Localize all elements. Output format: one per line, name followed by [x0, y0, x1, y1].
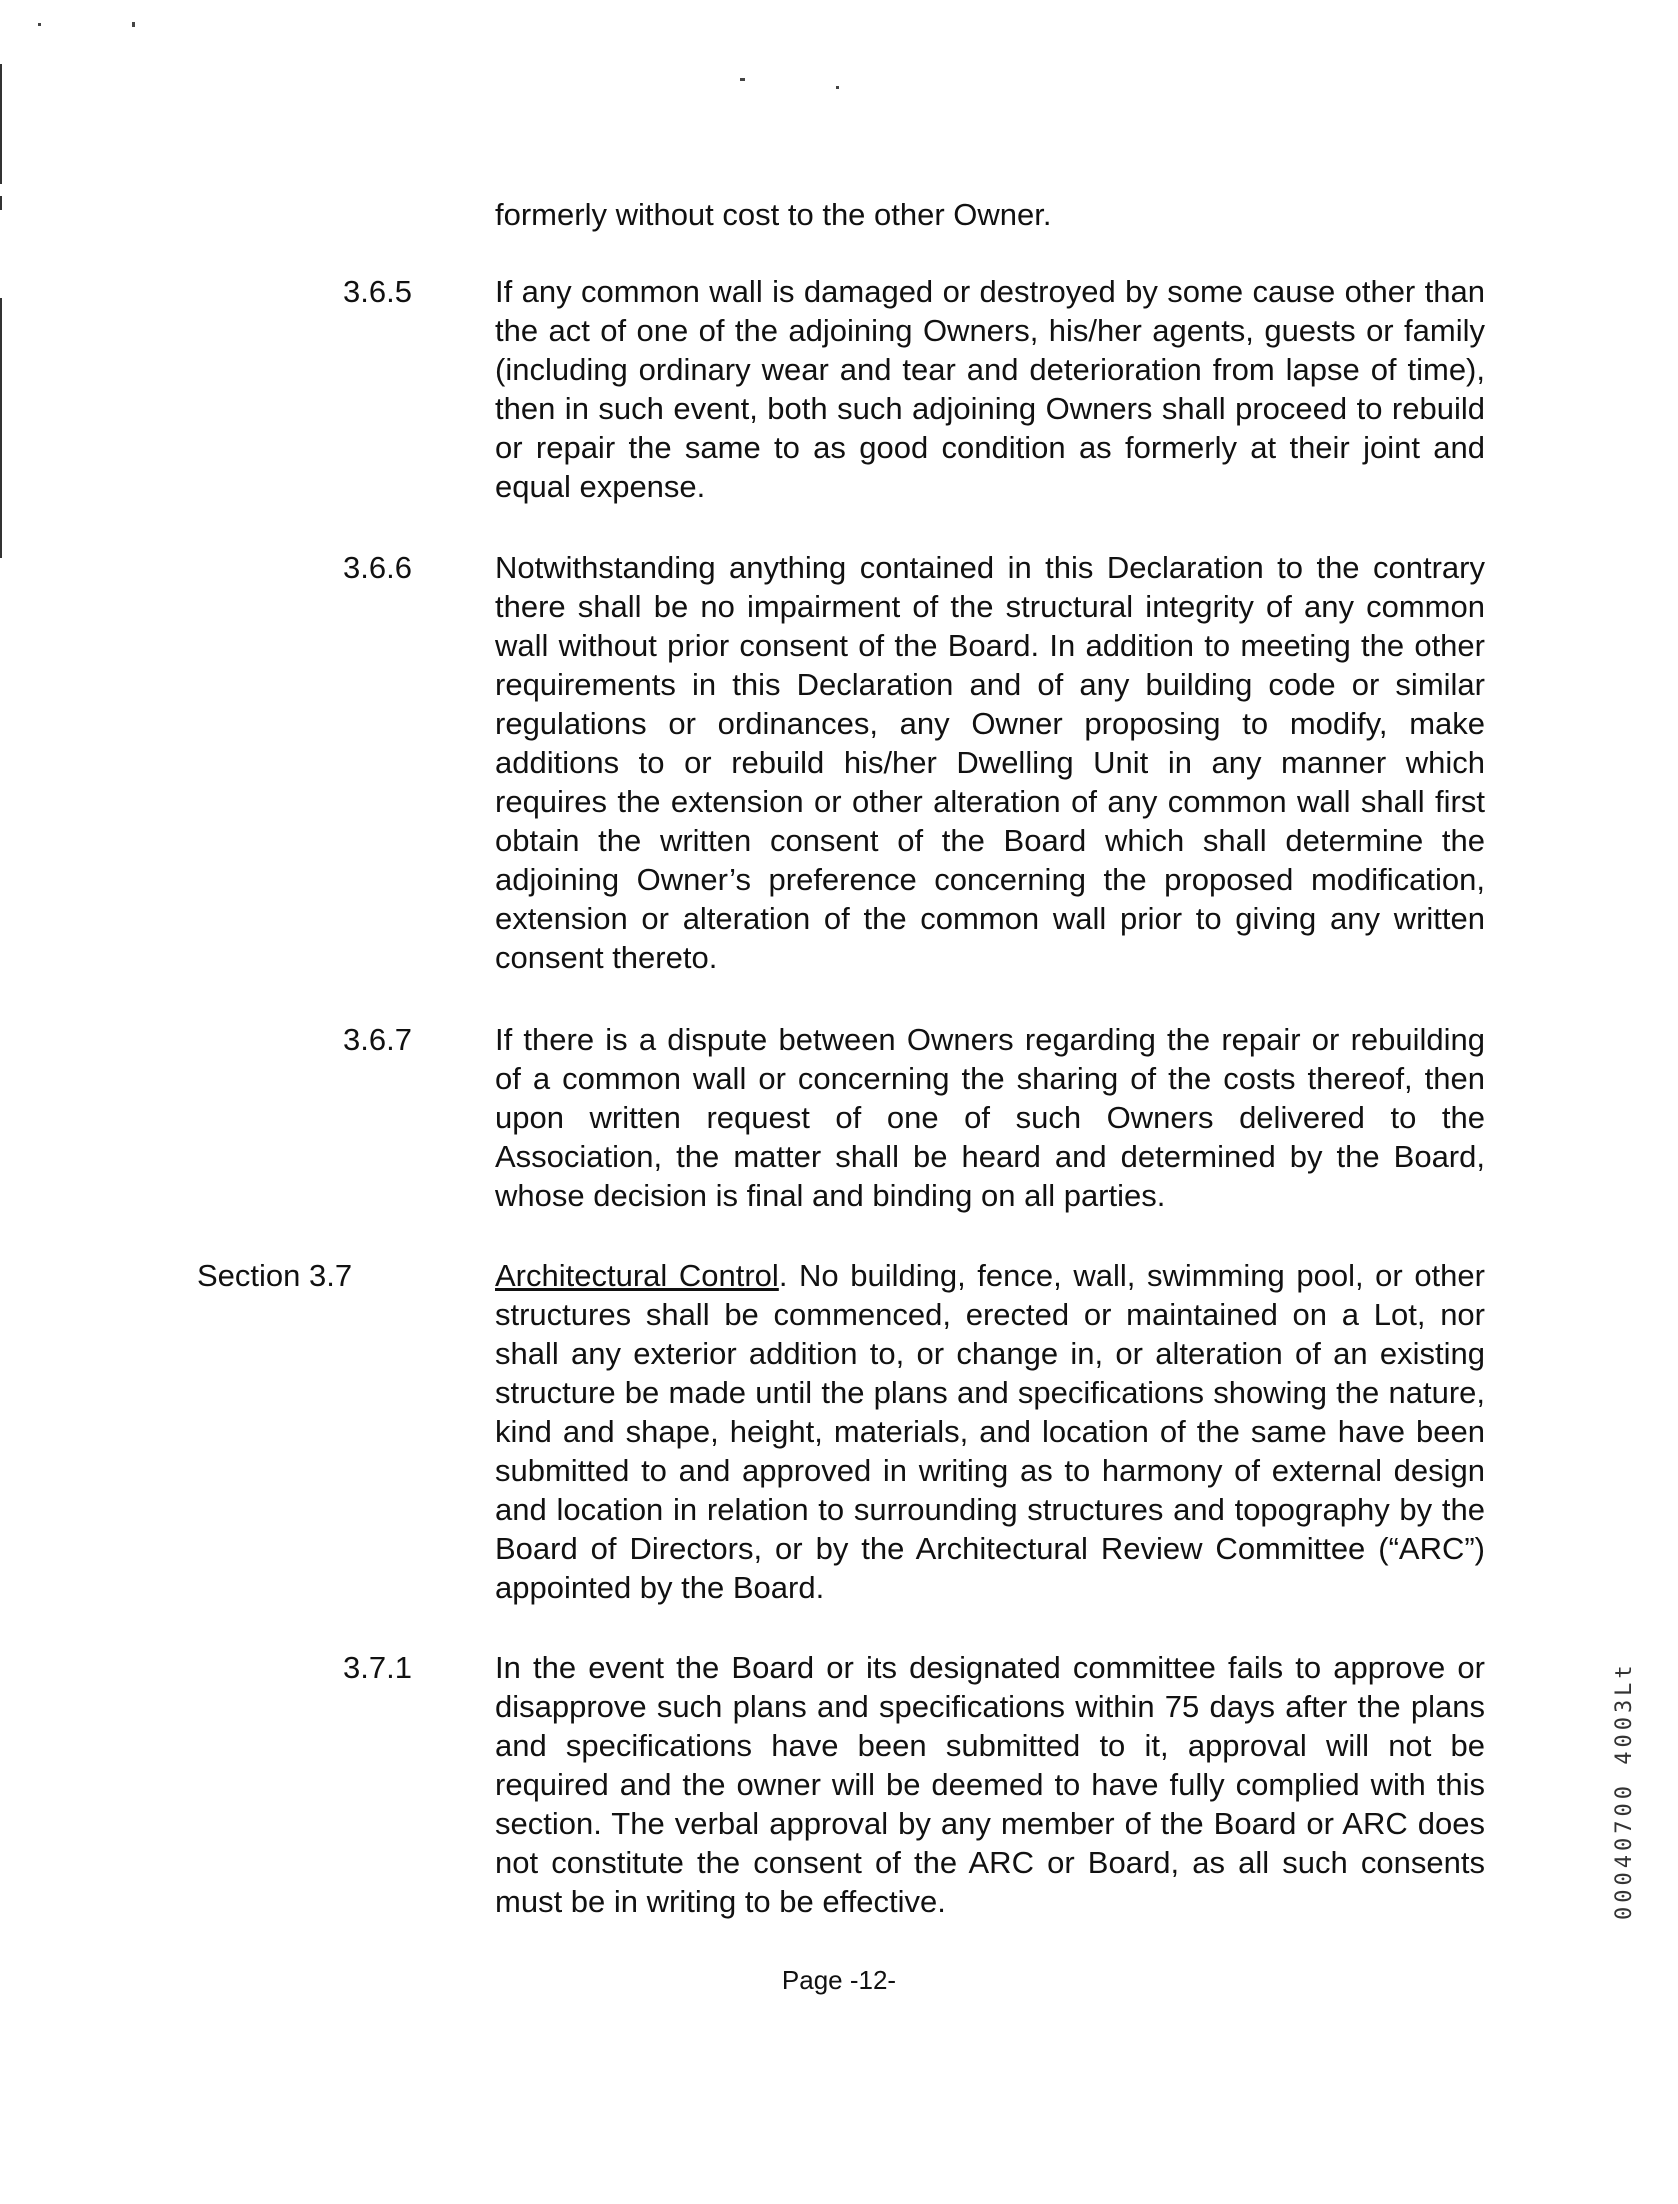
section-number: 3.6.5 [343, 274, 412, 309]
scan-edge-line [0, 64, 2, 184]
section-3-7 [197, 1256, 1485, 1607]
scan-edge-line [0, 196, 2, 210]
section-number: 3.6.7 [343, 1022, 412, 1057]
scan-speck [740, 78, 745, 81]
section-number: 3.7.1 [343, 1650, 412, 1685]
scan-speck [836, 86, 839, 89]
intro-line: formerly without cost to the other Owner. [495, 197, 1052, 232]
section-text [495, 1256, 1485, 1607]
section-text: If there is a dispute between Owners regarding the repair or rebuilding of a common wall or concerning the sharing of the costs thereof, then upon written request of one of such Owners delivered to the Association, the matter shall be heard and determined by the Board, whose decision is final and binding on all parties. [495, 1022, 1485, 1213]
recording-stamp: 00040700 4003Lt [1612, 1661, 1637, 1920]
section-text: If any common wall is damaged or destroyed by some cause other than the act of one of the adjoining Owners, his/her agents, guests or family (including ordinary wear and tear and deterioration from lapse of time), then in such event, both such adjoining Owners shall proceed to rebuild or repair the same to as good condition as formerly at their joint and equal expense. [495, 274, 1485, 504]
section-number: Section 3.7 [197, 1258, 353, 1293]
section-3-6-5 [343, 272, 1485, 506]
scan-edge-line [0, 298, 2, 558]
scan-speck [38, 23, 41, 26]
section-heading: Architectural Control [495, 1258, 779, 1293]
section-3-7-1 [343, 1648, 1485, 1921]
section-number: 3.6.6 [343, 550, 412, 585]
section-text: In the event the Board or its designated committee fails to approve or disapprove such plans and specifications within 75 days after the plans and specifications have been submitted to it, approval will not be required and the owner will be deemed to have fully complied with this section. The verbal approval by any member of the Board or ARC does not constitute the consent of the ARC or Board, as all such consents must be in writing to be effective. [495, 1650, 1485, 1919]
section-body: . No building, fence, wall, swimming pool, or other structures shall be commenced, erected or maintained on a Lot, nor shall any exterior addition to, or change in, or alteration of an existing structure be made until the plans and specifications showing the nature, kind and shape, height, materials, and location of the same have been submitted to and approved in writing as to harmony of external design and location in relation to surrounding structures and topography by the Board of Directors, or by the Architectural Review Committee (“ARC”) appointed by the Board. [495, 1258, 1485, 1605]
section-3-6-7 [343, 1020, 1485, 1215]
section-text: Notwithstanding anything contained in this Declaration to the contrary there shall be no impairment of the structural integrity of any common wall without prior consent of the Board. In addition to meeting the other requirements in this Declaration and of any building code or similar regulations or ordinances, any Owner proposing to modify, make additions to or rebuild his/her Dwelling Unit in any manner which requires the extension or other alteration of any common wall shall first obtain the written consent of the Board which shall determine the adjoining Owner’s preference concerning the proposed modification, extension or alteration of the common wall prior to giving any written consent thereto. [495, 550, 1485, 975]
scan-speck [132, 22, 135, 27]
page-number: Page -12- [781, 1965, 897, 1995]
section-3-6-6 [343, 548, 1485, 977]
